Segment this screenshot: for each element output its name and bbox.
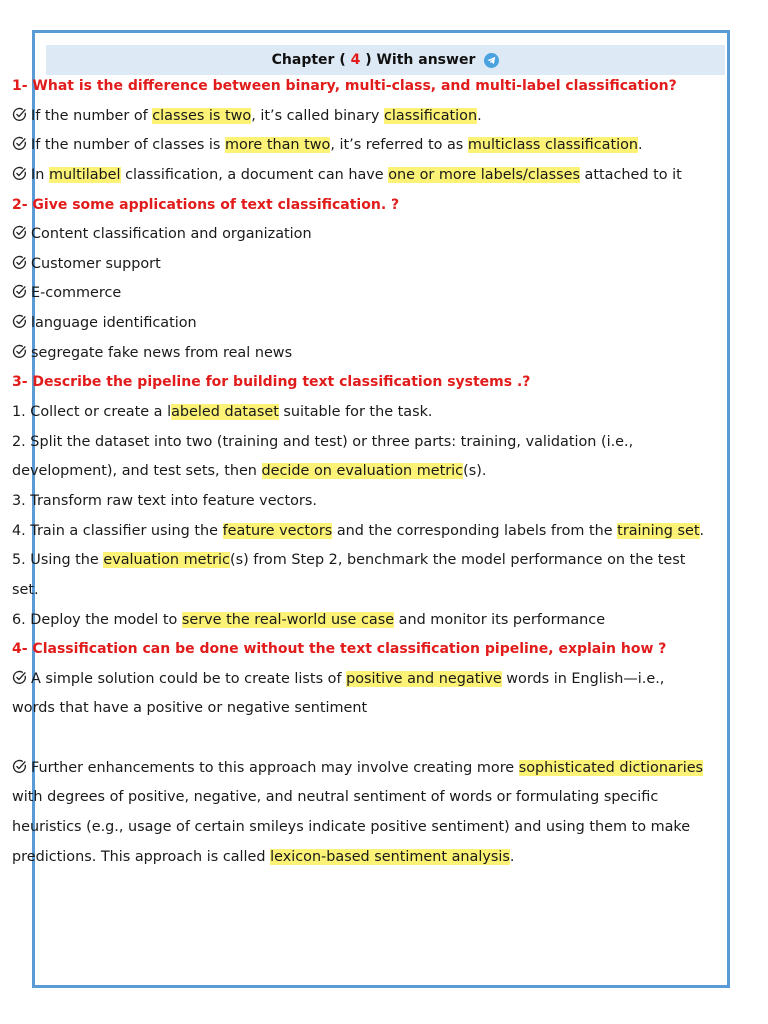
blank-line <box>12 724 692 754</box>
check-circle-icon <box>12 136 27 151</box>
highlight: training set <box>617 522 700 539</box>
pipeline-step-1: 1. Collect or create a labeled dataset suitable for the task. <box>12 404 433 421</box>
check-circle-icon <box>12 314 27 329</box>
highlight: sophisticated dictionaries <box>518 759 704 776</box>
highlight: classification <box>384 107 478 124</box>
list-item: E-commerce <box>12 279 692 309</box>
pipeline-step-4: 4. Train a classifier using the feature vectors and the corresponding labels from the training set. <box>12 522 705 539</box>
highlight: decide on evaluation metric <box>261 463 464 480</box>
highlight: positive and negative <box>346 670 502 687</box>
highlight: multiclass classification <box>467 137 639 154</box>
pipeline-step-6: 6. Deploy the model to serve the real-world use case and monitor its performance <box>12 611 606 628</box>
check-circle-icon <box>12 344 27 359</box>
pipeline-step-2: 2. Split the dataset into two (training and test) or three parts: training, validation (i.e., <box>12 433 634 450</box>
question-1: 1- What is the difference between binary, multi-class, and multi-label classification? <box>12 78 677 94</box>
highlight: abeled dataset <box>171 404 279 421</box>
header-suffix: ) With answer <box>360 52 476 68</box>
highlight: evaluation metric <box>103 552 230 569</box>
highlight: classes is two <box>152 107 252 124</box>
list-item: Customer support <box>12 250 692 280</box>
highlight: serve the real-world use case <box>181 611 395 628</box>
check-circle-icon <box>12 255 27 270</box>
check-circle-icon <box>12 225 27 240</box>
highlight: feature vectors <box>222 522 333 539</box>
answer-item: Further enhancements to this approach may involve creating more sophisticated dictionaries <box>12 754 692 784</box>
answer-item-cont: heuristics (e.g., usage of certain smileys indicate positive sentiment) and using them to make <box>12 819 691 836</box>
highlight: one or more labels/classes <box>388 166 580 183</box>
check-circle-icon <box>12 759 27 774</box>
check-circle-icon <box>12 284 27 299</box>
answer-item: In multilabel classification, a document can have one or more labels/classes attached to it <box>12 161 692 191</box>
highlight: multilabel <box>48 166 121 183</box>
list-item: segregate fake news from real news <box>12 339 692 369</box>
pipeline-step-5-cont: set. <box>12 581 39 598</box>
pipeline-step-2-cont: development), and test sets, then decide on evaluation metric(s). <box>12 463 487 480</box>
check-circle-icon <box>12 107 27 122</box>
answer-item: If the number of classes is more than two, it’s referred to as multiclass classification. <box>12 131 692 161</box>
chapter-number: 4 <box>350 52 361 68</box>
check-circle-icon <box>12 166 27 181</box>
pipeline-step-5: 5. Using the evaluation metric(s) from Step 2, benchmark the model performance on the test <box>12 552 686 569</box>
list-item: Content classification and organization <box>12 220 692 250</box>
question-3: 3- Describe the pipeline for building text classification systems .? <box>12 374 531 391</box>
list-item: language identification <box>12 309 692 339</box>
highlight: lexicon-based sentiment analysis <box>270 848 510 865</box>
answer-item: A simple solution could be to create lists of positive and negative words in English—i.e., <box>12 665 692 695</box>
chapter-header <box>46 45 725 75</box>
answer-item-cont: with degrees of positive, negative, and neutral sentiment of words or formulating specific <box>12 789 659 806</box>
header-prefix: Chapter ( <box>271 52 351 68</box>
check-circle-icon <box>12 670 27 685</box>
answer-item-cont: words that have a positive or negative sentiment <box>12 700 368 717</box>
document-body <box>12 72 705 872</box>
answer-item: If the number of classes is two, it’s called binary classification. <box>12 102 692 132</box>
question-4: 4- Classification can be done without the text classification pipeline, explain how ? <box>12 641 667 658</box>
highlight: more than two <box>224 137 331 154</box>
answer-item-cont: predictions. This approach is called lexicon-based sentiment analysis. <box>12 848 515 865</box>
question-2: 2- Give some applications of text classification. ? <box>12 196 400 213</box>
telegram-icon <box>484 53 499 68</box>
pipeline-step-3: 3. Transform raw text into feature vectors. <box>12 492 317 509</box>
